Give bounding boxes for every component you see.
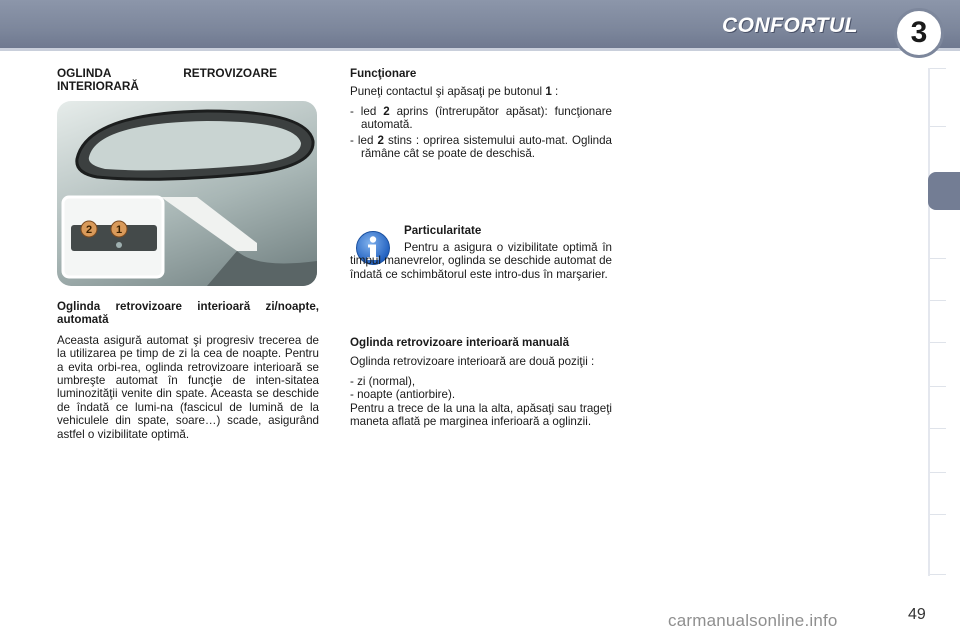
label-1: 1: [115, 224, 123, 236]
watermark: carmanualsonline.info: [668, 611, 838, 630]
automatic-description: Aceasta asigură automat şi progresiv trecerea de la utilizarea pe timp de zi la cea de noapte. Pentru a evita orbi-rea, oglinda retrovizoare interioară se umbreşte automat în funcţie de inten-sitatea luminozităţii venite din spate. Aceasta se deschide de îndată ce lumi-na (fascicul de lumină de la vehiculele din spate, soare…) scade, asigurând astfel o vizibilitate optimă.: [57, 333, 319, 441]
manual-text: Oglinda retrovizoare interioară are două poziţii :: [350, 355, 595, 369]
mirror-illustration: [57, 101, 317, 286]
tab-divider: [930, 300, 946, 301]
tab-divider: [930, 126, 946, 127]
manual-block: [350, 336, 612, 428]
particularity-title-wrap: [404, 224, 612, 237]
chapter-tabs: [928, 68, 960, 576]
led-off-prefix: - led: [350, 133, 378, 147]
led-ref: 2: [383, 104, 390, 118]
led-on-item: [350, 105, 612, 132]
led-ref: 2: [377, 133, 384, 147]
tab-divider: [930, 574, 946, 575]
led-on-text: aprins (întrerupător apăsat): funcţionare automată.: [361, 104, 612, 132]
led-off-item: [350, 134, 612, 161]
particularity-title: Particularitate: [404, 224, 482, 237]
particularity-block: [350, 241, 612, 281]
tab-divider: [930, 68, 946, 69]
tab-divider: [930, 514, 946, 515]
mirror-drawing: [57, 101, 317, 286]
manual-text-2: Pentru a trece de la una la alta, apăsaţi sau trageţi maneta aflată pe marginea inferioară a oglinzii.: [350, 401, 612, 429]
function-text-a: Puneţi contactul şi apăsaţi pe butonul: [350, 85, 543, 99]
function-text-b: :: [551, 85, 559, 99]
button-ref-1: 1: [545, 85, 552, 99]
chapter-tab-active[interactable]: [928, 172, 960, 210]
manual-title: Oglinda retrovizoare interioară manuală: [350, 336, 570, 349]
left-text-block: [57, 300, 319, 441]
led-on-prefix: - led: [350, 104, 384, 118]
led-off-text: stins : oprirea sistemului auto-mat. Oglinda rămâne cât se poate de deschisă.: [361, 133, 612, 161]
function-title: Funcţionare: [350, 67, 417, 80]
function-block: [350, 67, 612, 160]
tab-divider: [930, 386, 946, 387]
chapter-number-badge: 3: [894, 8, 944, 58]
page-number: 49: [908, 606, 926, 623]
position-night: - noapte (antiorbire).: [350, 388, 456, 402]
position-day: - zi (normal),: [350, 374, 416, 388]
chapter-title: CONFORTUL: [722, 14, 858, 37]
tab-divider: [930, 258, 946, 259]
tab-divider: [930, 342, 946, 343]
section-title: OGLINDA RETROVIZOARE INTERIORARĂ: [57, 66, 277, 93]
label-2: 2: [85, 224, 93, 236]
function-text: [350, 85, 612, 98]
tab-divider: [930, 472, 946, 473]
subsection-title-automatic: Oglinda retrovizoare interioară zi/noapte, automată: [57, 300, 319, 327]
header-divider: [0, 48, 960, 51]
tab-divider: [930, 428, 946, 429]
particularity-text: Pentru a asigura o vizibilitate optimă în timpul manevrelor, oglinda se deschide automat de îndată ce schimbătorul este intro-dus în marşarier.: [350, 241, 612, 281]
